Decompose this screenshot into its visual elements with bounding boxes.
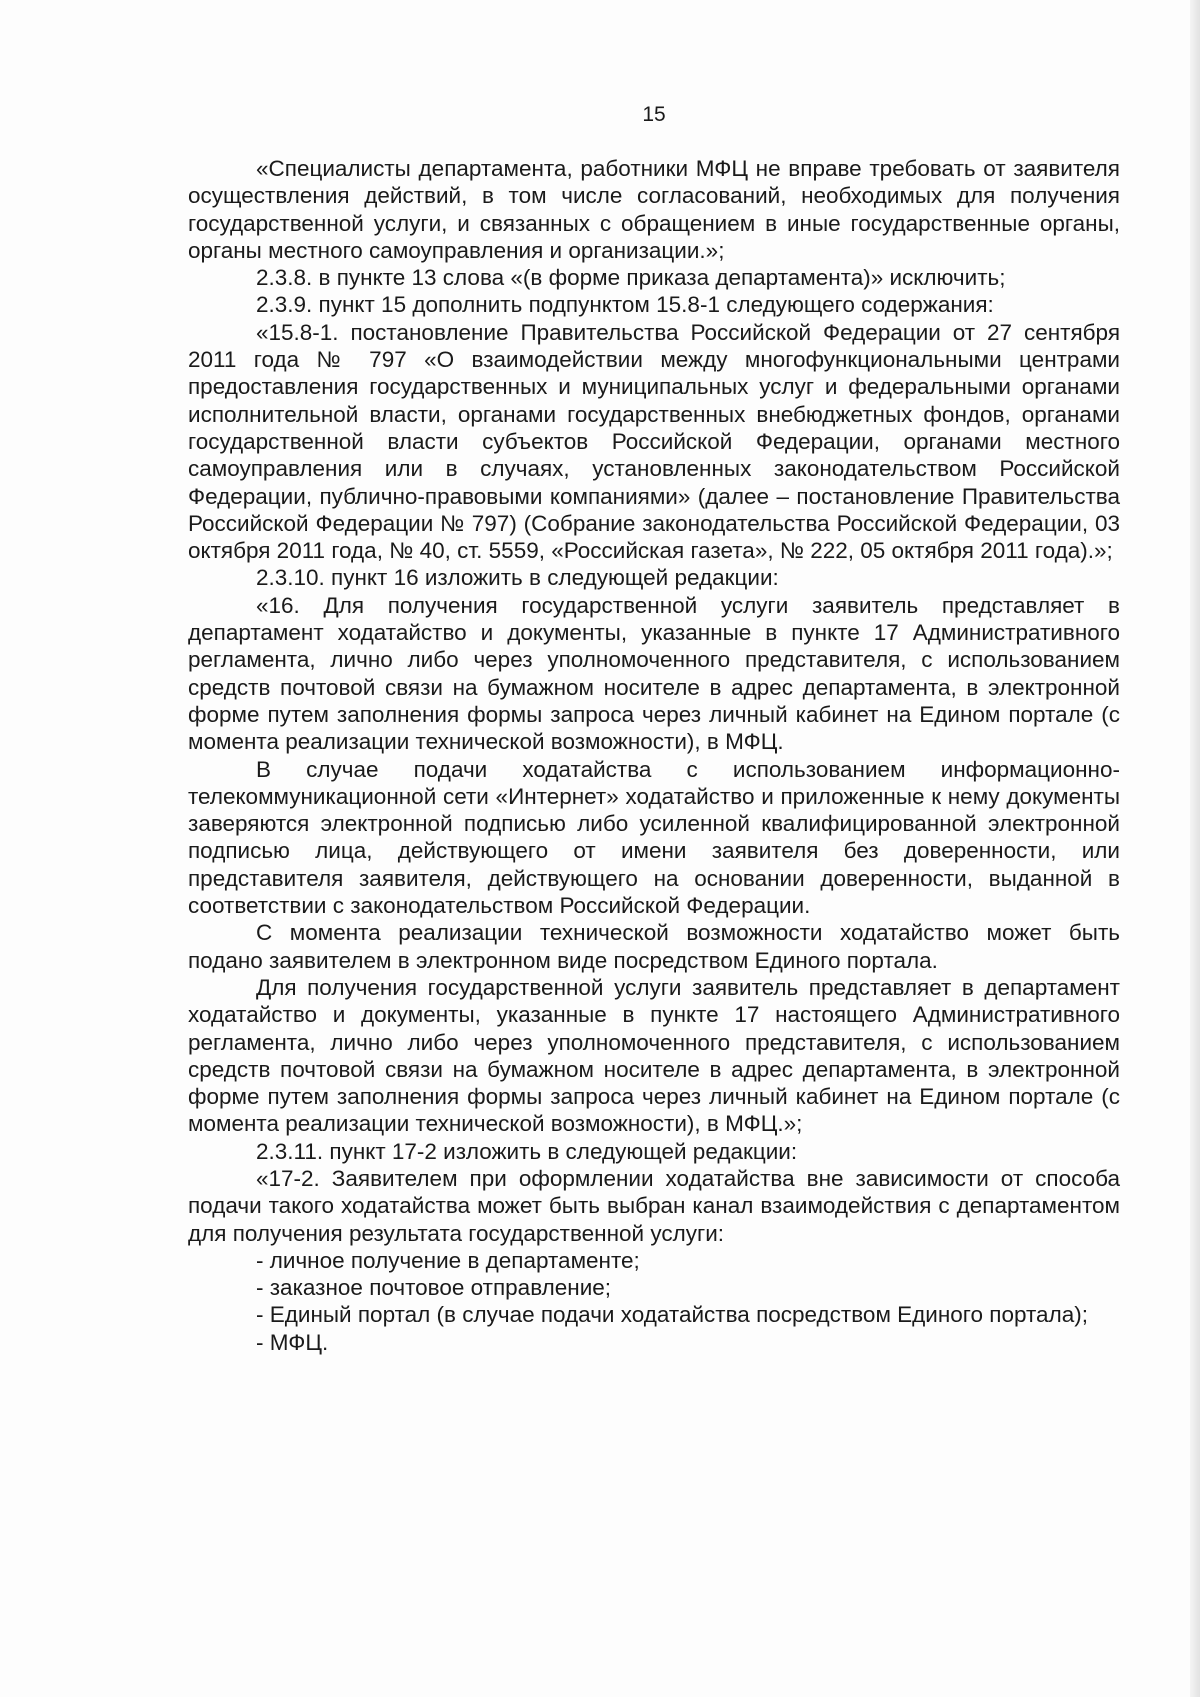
paragraph-2-3-8: 2.3.8. в пункте 13 слова «(в форме приказа департамента)» исключить;: [256, 265, 1006, 291]
paragraph-specialists: «Специалисты департамента, работники МФЦ не вправе требовать от заявителя осуществления действий, в том числе согласований, необходимых для получения государственной услуги, и связанных с обращением в иные государственные органы, органы местного самоуправления и организации.»;: [188, 156, 1120, 263]
page-number: 15: [642, 103, 666, 126]
paragraph-2-3-9: 2.3.9. пункт 15 дополнить подпунктом 15.8-1 следующего содержания:: [256, 292, 994, 318]
paragraph-internet-submission: В случае подачи ходатайства с использованием информационно-телекоммуникационной сети «Интернет» ходатайство и приложенные к нему документы заверяются электронной подписью либо усиленной квалифицированной электронной подписью лица, действующего от имени заявителя без доверенности, или представителя заявителя, действующего на основании доверенности, выданной в соответствии с законодательством Российской Федерации.: [188, 756, 1120, 919]
paragraph-2-3-10: 2.3.10. пункт 16 изложить в следующей редакции:: [256, 565, 779, 591]
list-item: - заказное почтовое отправление;: [256, 1275, 612, 1301]
list-item: - Единый портал (в случае подачи ходатайства посредством Единого портала);: [256, 1302, 1088, 1328]
document-body: [188, 155, 1120, 1356]
paragraph-16: «16. Для получения государственной услуги заявитель представляет в департамент ходатайство и документы, указанные в пункте 17 Административного регламента, лично либо через уполномоченного представителя, с использованием средств почтовой связи на бумажном носителе в адрес департамента, в электронной форме путем заполнения формы запроса через личный кабинет на Едином портале (с момента реализации технической возможности), в МФЦ.: [188, 592, 1120, 755]
paragraph-submission-methods: Для получения государственной услуги заявитель представляет в департамент ходатайство и документы, указанные в пункте 17 настоящего Административного регламента, лично либо через уполномоченного представителя, с использованием средств почтовой связи на бумажном носителе в адрес департамента, в электронной форме путем заполнения формы запроса через личный кабинет на Едином портале (с момента реализации технической возможности), в МФЦ.»;: [188, 974, 1120, 1137]
paragraph-electronic-submission: С момента реализации технической возможности ходатайство может быть подано заявителем в электронном виде посредством Единого портала.: [188, 920, 1120, 973]
list-item: - личное получение в департаменте;: [256, 1247, 640, 1273]
paragraph-15-8-1: «15.8-1. постановление Правительства Российской Федерации от 27 сентября 2011 года № 797 «О взаимодействии между многофункциональными центрами предоставления государственных и муниципальных услуг и федеральными органами исполнительной власти, органами государственных внебюджетных фондов, органами государственной власти субъектов Российской Федерации, органами местного самоуправления или в случаях, установленных законодательством Российской Федерации, публично-правовыми компаниями» (далее – постановление Правительства Российской Федерации № 797) (Собрание законодательства Российской Федерации, 03 октября 2011 года, № 40, ст. 5559, «Российская газета», № 222, 05 октября 2011 года).»;: [188, 319, 1120, 564]
scan-edge: [1190, 0, 1200, 1697]
paragraph-2-3-11: 2.3.11. пункт 17-2 изложить в следующей редакции:: [256, 1138, 798, 1164]
paragraph-17-2: «17-2. Заявителем при оформлении ходатайства вне зависимости от способа подачи такого ходатайства может быть выбран канал взаимодействия с департаментом для получения результата государственной услуги:: [188, 1165, 1120, 1246]
list-item: - МФЦ.: [256, 1329, 329, 1355]
